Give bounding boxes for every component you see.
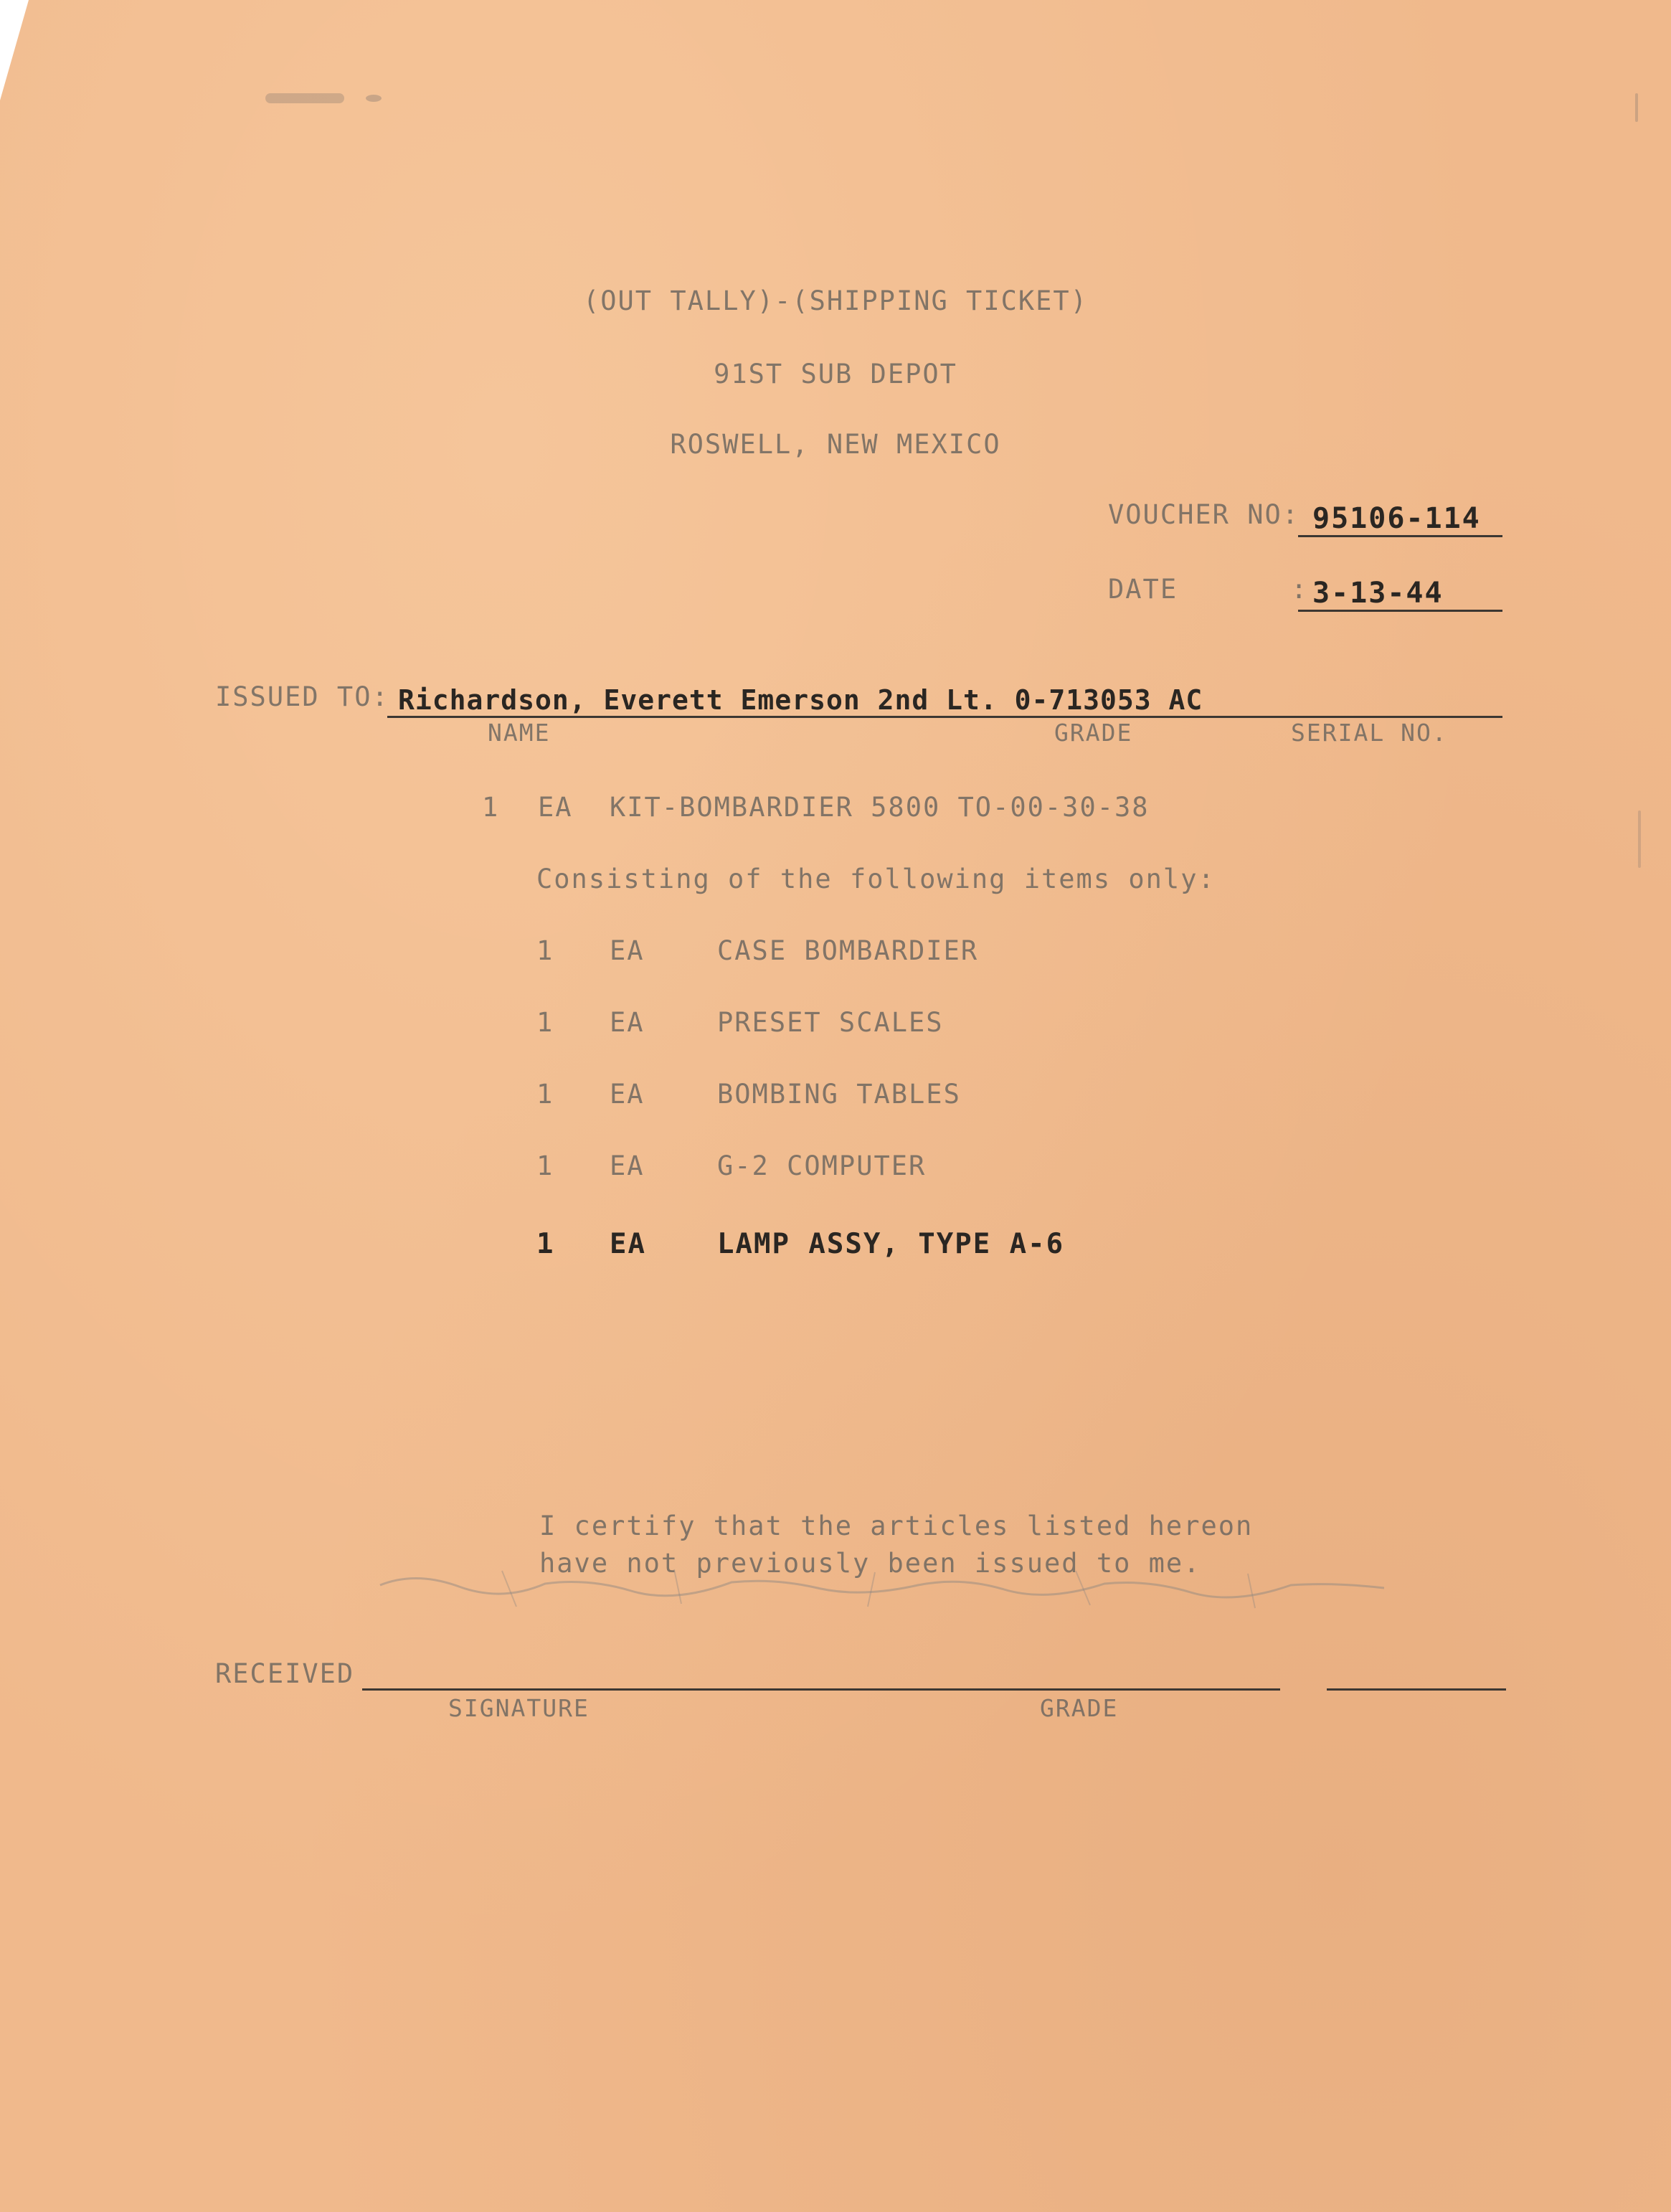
voucher-label: VOUCHER NO: [1108,499,1300,530]
caption-grade-received: GRADE [1040,1694,1119,1722]
item-description: PRESET SCALES [717,1007,944,1038]
item-unit: EA [610,1079,645,1110]
pencil-scribble [373,1556,1391,1621]
depot-location: ROSWELL, NEW MEXICO [670,429,1001,460]
grade-line [896,1688,1280,1691]
margin-mark [1638,810,1641,868]
item-qty: 1 [536,1007,554,1038]
date-value: 3-13-44 [1312,577,1444,610]
item-description: CASE BOMBARDIER [717,935,979,966]
torn-corner [0,0,29,100]
caption-serial-no: SERIAL NO. [1291,719,1448,747]
date-colon: : [1291,574,1309,605]
kit-description: KIT-BOMBARDIER 5800 TO-00-30-38 [610,792,1150,823]
item-qty: 1 [536,1228,555,1260]
date-underline [1298,610,1502,612]
date-label: DATE [1108,574,1178,605]
item-unit: EA [610,935,645,966]
issued-to-value: Richardson, Everett Emerson 2nd Lt. 0-713053 AC [398,684,1203,716]
caption-signature: SIGNATURE [448,1694,590,1722]
received-label: RECEIVED [215,1658,355,1689]
item-qty: 1 [536,935,554,966]
item-description: G-2 COMPUTER [717,1150,927,1181]
item-qty: 1 [536,1079,554,1110]
depot-name: 91ST SUB DEPOT [714,359,957,389]
smudge-mark [265,93,344,103]
certification-line-1: I certify that the articles listed hereon [539,1511,1254,1541]
voucher-underline [1298,535,1502,537]
caption-grade: GRADE [1054,719,1133,747]
extra-line [1327,1688,1506,1691]
item-unit: EA [610,1150,645,1181]
item-unit: EA [610,1228,646,1260]
issued-to-label: ISSUED TO: [215,681,389,712]
item-description: BOMBING TABLES [717,1079,961,1110]
smudge-mark [366,95,382,102]
certification-line-2: have not previously been issued to me. [539,1548,1201,1579]
kit-unit: EA [538,792,573,823]
item-unit: EA [610,1007,645,1038]
consisting-text: Consisting of the following items only: [536,864,1216,894]
item-qty: 1 [536,1150,554,1181]
item-description: LAMP ASSY, TYPE A-6 [717,1228,1065,1260]
issued-to-underline [387,716,1502,718]
kit-qty: 1 [482,792,500,823]
document-title: (OUT TALLY)-(SHIPPING TICKET) [582,285,1088,316]
voucher-number: 95106-114 [1312,502,1481,535]
caption-name: NAME [488,719,551,747]
margin-mark [1635,93,1638,122]
